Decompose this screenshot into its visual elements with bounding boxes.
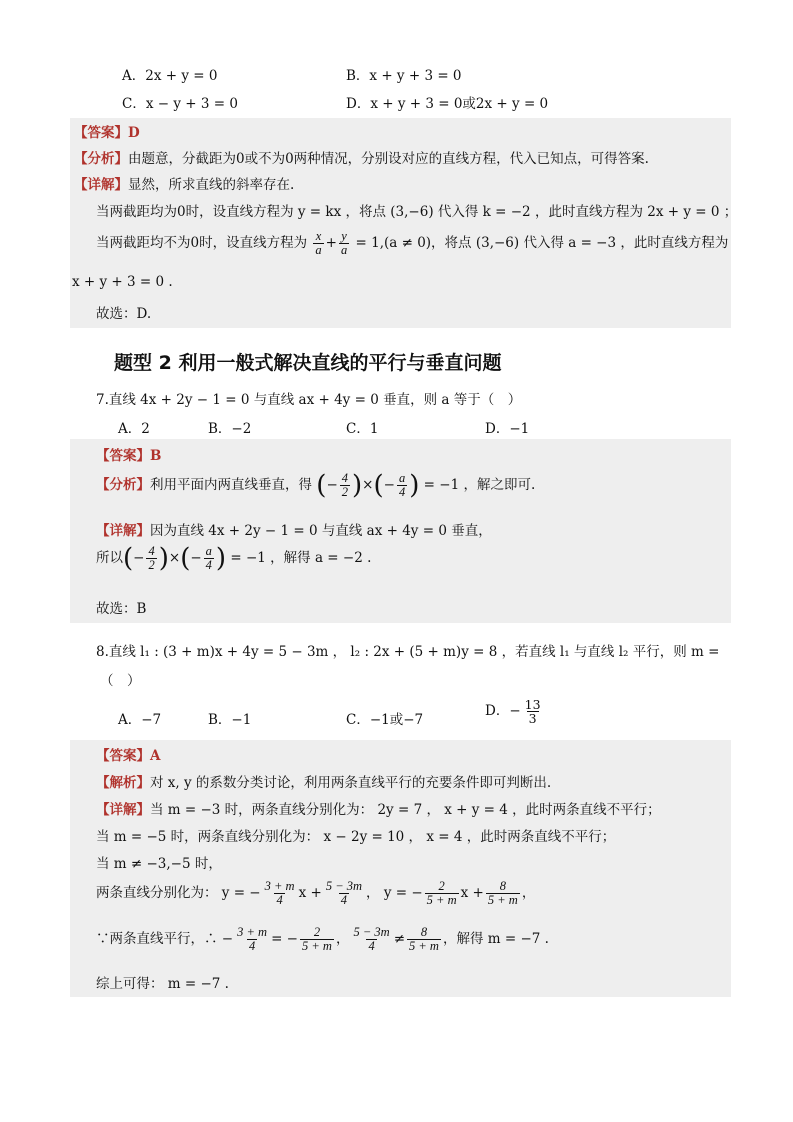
q6-option-c: C．x − y + 3 = 0: [122, 96, 238, 112]
q7-answer: [96, 444, 161, 464]
q8-line5: [96, 926, 549, 953]
frac-num: 8: [499, 879, 506, 893]
fraction: [407, 926, 441, 953]
line4-pre: 两条直线分别化为： y = −: [96, 885, 261, 902]
line5-mid: ≠: [393, 931, 405, 948]
frac-num: 4: [341, 471, 349, 485]
frac-num: a: [398, 471, 406, 485]
frac-num: 5 − 3m: [353, 925, 390, 939]
frac-num: 13: [524, 697, 541, 712]
frac-den: 4: [340, 893, 348, 908]
fraction-4-over-2: [146, 545, 156, 572]
fraction-a-over-4: [397, 472, 407, 499]
frac-num: a: [205, 544, 212, 558]
frac-den: 2: [148, 558, 155, 573]
frac-den: 2: [341, 485, 349, 500]
analysis-tag: 【分析】: [74, 151, 128, 167]
q7-option-b: B．−2: [208, 421, 252, 437]
q7-option-d: D．−1: [485, 421, 530, 437]
q8-line3: 当 m ≠ −3,−5 时，: [96, 856, 222, 872]
answer-value: D: [128, 125, 140, 141]
q6-option-d: D．x + y + 3 = 0或2x + y = 0: [346, 96, 549, 112]
q6-line1: 当两截距均为0时，设直线方程为 y = kx ，将点 (3,−6) 代入得 k = −2 ，此时直线方程为 2x + y = 0 ；: [96, 204, 738, 220]
analysis-text: 对 x, y 的系数分类讨论，利用两条直线平行的充要条件即可判断出.: [150, 775, 552, 791]
q7-so: 所以(− $\frac{4}{2}$ )×(− $\frac{a}{4}$ ) = −1 ，解得 a = −2 .: [96, 543, 372, 574]
q8-line4: [96, 880, 535, 907]
q6-choose: 故选：D.: [96, 306, 152, 322]
detail-text: 因为直线 4x + 2y − 1 = 0 与直线 ax + 4y = 0 垂直，: [150, 523, 492, 539]
line4-mid: x +: [298, 885, 322, 902]
frac-num: 4: [148, 544, 155, 558]
q8-answer: [96, 744, 160, 764]
frac-num: 2: [438, 879, 445, 893]
q8-stem: 8.直线 l₁ : (3 + m)x + 4y = 5 − 3m ， l₂ : 2x + (5 + m)y = 8 ，若直线 l₁ 与直线 l₂ 平行，则 m =: [96, 644, 720, 660]
analysis-tag: 【解析】: [96, 775, 150, 791]
fraction-4-over-2: [340, 472, 350, 499]
frac-den: a: [340, 243, 348, 258]
q6-line2: [96, 230, 728, 257]
fraction: [300, 926, 334, 953]
frac-den: 3: [528, 711, 537, 727]
frac-den: 4: [398, 485, 406, 500]
frac-num: 3 + m: [264, 879, 295, 893]
answer-tag: 【答案】: [74, 125, 128, 141]
plus-sign: +: [325, 235, 337, 252]
frac-num: 5 − 3m: [325, 879, 363, 893]
frac-den: 4: [205, 558, 212, 573]
frac-den: 5 + m: [302, 939, 332, 954]
analysis-text: 由题意，分截距为0或不为0两种情况，分别设对应的直线方程，代入已知点，可得答案.: [128, 151, 649, 167]
analysis-text: 利用平面内两直线垂直，得: [150, 477, 312, 494]
q7-choose: 故选：B: [96, 601, 147, 617]
frac-den: 4: [276, 893, 283, 908]
section-heading: 题型 2 利用一般式解决直线的平行与垂直问题: [114, 352, 502, 374]
q7-option-a: A．2: [118, 421, 150, 437]
line5-mid: = −: [271, 931, 298, 948]
frac-num: 3 + m: [237, 925, 268, 939]
fraction: [351, 926, 391, 953]
fraction-x-over-a: [313, 230, 323, 257]
frac-num: x: [315, 229, 322, 243]
q8-paren: （ ）: [100, 673, 141, 689]
option-d-pre: D．−: [485, 703, 521, 720]
q7-option-c: C．1: [346, 421, 379, 437]
line4-end: ，: [521, 885, 536, 902]
q6-detail: [74, 173, 294, 193]
fraction: [486, 880, 520, 907]
q8-option-b: B．−1: [208, 712, 252, 728]
analysis-tag: 【分析】: [96, 477, 150, 494]
line5-end: ，解得 m = −7 .: [442, 931, 549, 948]
detail-text: 当 m = −3 时，两条直线分别化为： 2y = 7 ， x + y = 4 ，此时两条直线不平行；: [150, 802, 661, 818]
frac-den: 5 + m: [409, 939, 439, 954]
frac-num: 8: [420, 925, 428, 939]
q6-analysis: [74, 147, 649, 167]
detail-tag: 【详解】: [96, 802, 150, 818]
q7-detail: [96, 519, 492, 539]
q6-option-b: B．x + y + 3 = 0: [346, 68, 462, 84]
q6-line2-post: = 1,(a ≠ 0)，将点 (3,−6) 代入得 a = −3 ，此时直线方程为: [355, 235, 729, 252]
frac-num: 2: [313, 925, 321, 939]
fraction-y-over-a: [339, 230, 349, 257]
q6-answer: [74, 121, 140, 141]
analysis-post: = −1 ，解之即可.: [423, 477, 536, 494]
answer-tag: 【答案】: [96, 448, 150, 464]
q7-stem: 7.直线 4x + 2y − 1 = 0 与直线 ax + 4y = 0 垂直，则 a 等于（ ）: [96, 392, 522, 408]
fraction: [324, 880, 364, 907]
q8-summary: 综上可得： m = −7 .: [96, 976, 229, 992]
detail-tag: 【详解】: [96, 523, 150, 539]
line5-mid: ，: [335, 931, 350, 948]
q8-analysis: [96, 771, 551, 791]
q8-option-c: C．−1或−7: [346, 712, 424, 728]
q8-option-d: [485, 698, 545, 725]
frac-num: y: [341, 229, 347, 243]
q6-line3: x + y + 3 = 0 .: [72, 274, 173, 290]
answer-value: A: [150, 748, 161, 764]
frac-den: 5 + m: [487, 893, 518, 908]
q8-line2: 当 m = −5 时，两条直线分别化为： x − 2y = 10 ， x = 4 ，此时两条直线不平行；: [96, 829, 616, 845]
answer-tag: 【答案】: [96, 748, 150, 764]
fraction: [263, 880, 297, 907]
line4-mid: ， y = −: [366, 885, 423, 902]
fraction-a-over-4: [204, 545, 214, 572]
detail-text: 显然，所求直线的斜率存在.: [128, 177, 295, 193]
q8-option-a: A．−7: [118, 712, 162, 728]
q6-option-a: A．2x + y = 0: [122, 68, 218, 84]
fraction: [235, 926, 269, 953]
line4-mid: x +: [460, 885, 484, 902]
answer-value: B: [150, 448, 162, 464]
frac-den: 4: [368, 939, 375, 954]
frac-den: 5 + m: [426, 893, 457, 908]
fraction: [425, 880, 459, 907]
fraction-13-over-3: [523, 698, 543, 725]
q7-analysis: 【分析】利用平面内两直线垂直，得 (− $\frac{4}{2}$ )×(− $\frac{a}{4}$ ) = −1 ，解之即可.: [96, 470, 536, 501]
q6-line2-pre: 当两截距均不为0时，设直线方程为: [96, 235, 308, 252]
so-text: 所以: [96, 550, 123, 567]
so-post: = −1 ，解得 a = −2 .: [230, 550, 372, 567]
detail-tag: 【详解】: [74, 177, 128, 193]
frac-den: a: [315, 243, 322, 258]
q8-detail: [96, 798, 661, 818]
line5-pre: ∵两条直线平行，∴ −: [96, 931, 234, 948]
frac-den: 4: [248, 939, 256, 954]
